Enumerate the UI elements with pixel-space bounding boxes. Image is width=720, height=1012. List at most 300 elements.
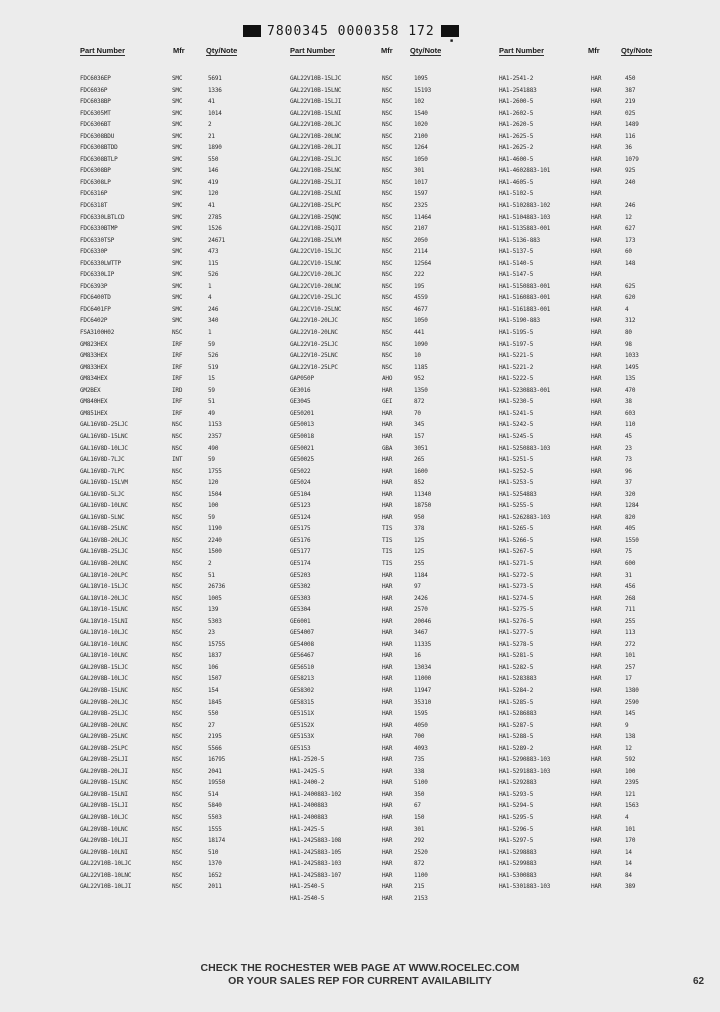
table-row (497, 362, 667, 374)
mfr-cell: INT (172, 456, 183, 464)
part-number-cell: GAL22V10B-15LJC (290, 75, 342, 82)
part-number-cell: GE3016 (290, 386, 311, 394)
table-row (288, 142, 458, 154)
mfr-cell: HAR (591, 432, 602, 440)
mfr-cell: HAR (591, 259, 602, 267)
table-row (497, 408, 667, 420)
qty-cell: 700 (414, 733, 425, 741)
part-number-cell: GE5203 (290, 571, 311, 579)
qty-cell: 97 (414, 583, 421, 591)
part-number-cell: GE5302 (290, 583, 311, 591)
mfr-cell: HAR (591, 640, 602, 648)
part-number-cell: GAL18V10-15LJC (80, 583, 128, 591)
mfr-cell: HAR (591, 294, 602, 302)
mfr-cell: HAR (591, 629, 602, 637)
table-row (497, 73, 667, 85)
qty-cell: 1020 (414, 121, 428, 129)
qty-cell: 1014 (208, 109, 222, 117)
table-row (78, 593, 248, 605)
qty-cell: 1190 (208, 525, 222, 533)
mfr-cell: HAR (382, 663, 393, 671)
qty-cell: 59 (208, 513, 215, 521)
table-row (78, 500, 248, 512)
qty-cell: 5691 (208, 75, 222, 82)
part-number-cell: GAL16V8B-25LJC (80, 548, 128, 556)
qty-cell: 2153 (414, 894, 428, 902)
table-row (497, 650, 667, 662)
part-number-cell: GAL18V10-10LNC (80, 640, 128, 648)
part-number-cell: HA1-4600-5 (499, 155, 534, 163)
table-row (78, 131, 248, 143)
part-number-cell: HA1-5245-5 (499, 432, 534, 440)
qty-cell: 5100 (414, 779, 428, 787)
part-number-cell: HA1-2541-2 (499, 75, 534, 82)
mfr-cell: HAR (591, 421, 602, 429)
table-row (497, 800, 667, 812)
qty-cell: 15755 (208, 640, 226, 648)
qty-cell: 1284 (625, 502, 639, 510)
mfr-cell: HAR (591, 363, 602, 371)
qty-cell: 1595 (414, 710, 428, 718)
mfr-cell: HAR (591, 860, 602, 868)
table-row (497, 281, 667, 293)
qty-cell: 419 (208, 178, 219, 186)
mfr-cell: NSC (382, 98, 393, 106)
mfr-cell: HAR (591, 559, 602, 567)
mfr-cell: HAR (591, 155, 602, 163)
table-row (497, 731, 667, 743)
part-number-cell: HA1-5273-5 (499, 583, 534, 591)
part-number-cell: FDC6401FP (80, 305, 111, 313)
qty-cell: 510 (208, 848, 219, 856)
table-row (78, 477, 248, 489)
part-number-cell: GAL22V10B-10LJC (80, 860, 132, 868)
table-row (78, 212, 248, 224)
mfr-cell: NSC (382, 317, 393, 325)
part-number-cell: GAL20V8B-20LJC (80, 698, 128, 706)
qty-cell: 116 (625, 132, 636, 140)
table-row (288, 708, 458, 720)
qty-cell: 120 (208, 190, 219, 198)
mfr-cell: HAR (591, 525, 602, 533)
part-number-cell: FDC6318T (80, 202, 108, 210)
qty-cell: 627 (625, 225, 636, 233)
part-number-cell: HA1-2540-5 (290, 883, 325, 891)
part-number-cell: GAL16V8B-25LNC (80, 525, 128, 533)
table-row (288, 616, 458, 628)
table-row (497, 881, 667, 893)
qty-cell: 4677 (414, 305, 428, 313)
qty-cell: 11340 (414, 490, 432, 498)
table-row (288, 131, 458, 143)
parts-column-2 (288, 46, 458, 902)
table-row (497, 350, 667, 362)
qty-cell: 1597 (414, 190, 428, 198)
qty-cell: 170 (625, 837, 636, 845)
mfr-cell: HAR (382, 675, 393, 683)
qty-cell: 345 (414, 421, 425, 429)
part-number-cell: GM833HEX (80, 352, 108, 360)
qty-cell: 025 (625, 109, 636, 117)
table-row (78, 85, 248, 97)
mfr-cell: HAR (382, 629, 393, 637)
table-row (288, 604, 458, 616)
table-row (497, 673, 667, 685)
table-row (497, 454, 667, 466)
qty-cell: 389 (625, 883, 636, 891)
table-row (497, 373, 667, 385)
mfr-cell: HAR (591, 571, 602, 579)
table-row (78, 743, 248, 755)
mfr-cell: HAR (591, 779, 602, 787)
part-number-cell: HA1-2602-5 (499, 109, 534, 117)
table-row (288, 466, 458, 478)
mfr-cell: SMC (172, 305, 183, 313)
mfr-cell: NSC (382, 190, 393, 198)
qty-cell: 1017 (414, 178, 428, 186)
table-row (78, 489, 248, 501)
table-row (497, 523, 667, 535)
qty-cell: 222 (414, 271, 425, 279)
part-number-cell: FDC6038BP (80, 98, 111, 106)
table-row (497, 662, 667, 674)
part-number-cell: HA1-5197-5 (499, 340, 534, 348)
part-number-cell: GAL20V8B-20LJI (80, 767, 128, 775)
part-number-cell: GE56510 (290, 663, 314, 671)
qty-cell: 12 (625, 213, 632, 221)
mfr-cell: HAR (382, 490, 393, 498)
mfr-cell: HAR (591, 767, 602, 775)
part-number-cell: HA1-2625-2 (499, 144, 534, 152)
part-number-cell: GAP050P (290, 375, 314, 383)
qty-cell: 125 (414, 548, 425, 556)
part-number-cell: HA1-5298883 (499, 848, 537, 856)
qty-cell: 139 (208, 606, 219, 614)
part-number-cell: HA1-4602883-101 (499, 167, 551, 175)
part-number-cell: GE50013 (290, 421, 314, 429)
qty-cell: 1 (208, 329, 212, 337)
mfr-cell: TIS (382, 559, 393, 567)
qty-cell: 950 (414, 513, 425, 521)
table-row (78, 673, 248, 685)
part-number-cell: HA1-5222-5 (499, 375, 534, 383)
qty-cell: 1033 (625, 352, 639, 360)
mfr-cell: SMC (172, 248, 183, 256)
qty-cell: 473 (208, 248, 219, 256)
part-number-cell: GAL18V10-20LPC (80, 571, 128, 579)
table-row (497, 131, 667, 143)
part-number-cell: HA1-2520-5 (290, 756, 325, 764)
part-number-cell: HA1-5289-2 (499, 744, 534, 752)
table-row (288, 766, 458, 778)
part-number-cell: GAL16V8D-15LNC (80, 432, 128, 440)
part-number-cell: HA1-5251-5 (499, 456, 534, 464)
part-number-cell: HA1-5242-5 (499, 421, 534, 429)
qty-cell: 1755 (208, 467, 222, 475)
part-number-cell: FDC6308BTDD (80, 144, 118, 152)
table-row (497, 477, 667, 489)
qty-cell: 2590 (625, 698, 639, 706)
qty-cell: 470 (625, 386, 636, 394)
qty-cell: 150 (414, 814, 425, 821)
footer-line-1: CHECK THE ROCHESTER WEB PAGE AT WWW.ROCELEC.COM (200, 962, 520, 974)
mfr-cell: NSC (382, 248, 393, 256)
part-number-cell: GE5022 (290, 467, 311, 475)
mfr-cell: HAR (591, 213, 602, 221)
part-number-cell: GE3045 (290, 398, 311, 406)
mfr-cell: HAR (382, 617, 393, 625)
part-number-cell: GE58315 (290, 698, 314, 706)
part-number-cell: HA1-2600-5 (499, 98, 534, 106)
mfr-cell: HAR (591, 479, 602, 487)
table-row (78, 419, 248, 431)
mfr-cell: NSC (172, 675, 183, 683)
table-row (497, 616, 667, 628)
mfr-cell: IRF (172, 375, 183, 383)
mfr-cell: HAR (591, 352, 602, 360)
part-number-cell: GAL16V8D-10LNC (80, 502, 128, 510)
mfr-cell: NSC (382, 121, 393, 129)
part-number-cell: GAL16V8D-10LJC (80, 444, 128, 452)
qty-cell: 21 (208, 132, 215, 140)
part-number-cell: GE5124 (290, 513, 311, 521)
part-number-cell: GAL20V8B-10LJI (80, 837, 128, 845)
part-number-cell: GAL22V10B-25LJC (290, 155, 342, 163)
table-row (78, 443, 248, 455)
mfr-cell: HAR (591, 710, 602, 718)
part-number-cell: GAL16V8D-15LVM (80, 479, 128, 487)
table-row (78, 142, 248, 154)
mfr-cell: HAR (382, 710, 393, 718)
part-number-cell: GE5175 (290, 525, 311, 533)
mfr-cell: HAR (382, 686, 393, 694)
table-row (78, 777, 248, 789)
table-row (288, 743, 458, 755)
mfr-cell: HAR (591, 202, 602, 210)
qty-cell: 378 (414, 525, 425, 533)
qty-cell: 14 (625, 848, 632, 856)
qty-cell: 625 (625, 282, 636, 290)
table-row (288, 662, 458, 674)
qty-cell: 603 (625, 409, 636, 417)
part-number-cell: HA1-2425883-103 (290, 860, 342, 868)
table-row (288, 258, 458, 270)
part-number-cell: GAL20V8B-15LNI (80, 790, 128, 798)
table-row (78, 708, 248, 720)
mfr-cell: NSC (382, 282, 393, 290)
table-row (497, 593, 667, 605)
part-number-cell: HA1-5147-5 (499, 271, 534, 279)
qty-cell: 350 (414, 790, 425, 798)
mfr-cell: HAR (382, 479, 393, 487)
qty-cell: 514 (208, 790, 219, 798)
mfr-cell: NSC (172, 767, 183, 775)
part-number-cell: HA1-2625-5 (499, 132, 534, 140)
mfr-cell: HAR (382, 721, 393, 729)
part-number-cell: GAL18V10-15LNI (80, 617, 128, 625)
mfr-cell: HAR (382, 883, 393, 891)
qty-cell: 2426 (414, 594, 428, 602)
mfr-cell: AHO (382, 375, 393, 383)
mfr-cell: HAR (591, 652, 602, 660)
part-number-cell: FDC6308BDU (80, 132, 115, 140)
table-row (78, 639, 248, 651)
table-row (497, 258, 667, 270)
mfr-cell: GEI (382, 398, 393, 406)
part-number-cell: GAL18V10-10LJC (80, 629, 128, 637)
qty-cell: 246 (208, 305, 219, 313)
mfr-cell: HAR (382, 767, 393, 775)
table-row (497, 119, 667, 131)
mfr-cell: NSC (172, 606, 183, 614)
table-row (497, 685, 667, 697)
part-number-cell: GAL16V8D-5LNC (80, 513, 125, 521)
header-part-number: Part Number (80, 46, 126, 55)
qty-cell: 14 (625, 860, 632, 868)
table-row (497, 188, 667, 200)
part-number-cell: FDC6316P (80, 190, 108, 198)
part-number-cell: GAL22CV10-15LJC (290, 248, 342, 256)
part-number-cell: HA1-5250883-103 (499, 444, 551, 452)
part-number-cell: GAL22V10B-20LJC (290, 121, 342, 129)
parts-rows (497, 73, 667, 893)
table-row (288, 858, 458, 870)
qty-cell: 2325 (414, 202, 428, 210)
table-row (78, 177, 248, 189)
footer-line-2: OR YOUR SALES REP FOR CURRENT AVAILABILITY (228, 975, 492, 987)
table-row (497, 789, 667, 801)
table-row (497, 154, 667, 166)
table-row (78, 154, 248, 166)
mfr-cell: NSC (172, 536, 183, 544)
qty-cell: 215 (414, 883, 425, 891)
qty-cell: 1350 (414, 386, 428, 394)
table-row (497, 304, 667, 316)
table-row (497, 708, 667, 720)
part-number-cell: HA1-5291883-103 (499, 767, 551, 775)
mfr-cell: HAR (591, 733, 602, 741)
table-row (288, 558, 458, 570)
mfr-cell: HAR (382, 756, 393, 764)
part-number-cell: HA1-5267-5 (499, 548, 534, 556)
qty-cell: 100 (208, 502, 219, 510)
qty-cell: 1095 (414, 75, 428, 82)
part-number-cell: HA1-5283883 (499, 675, 537, 683)
mfr-cell: HAR (382, 432, 393, 440)
mfr-cell: NSC (172, 571, 183, 579)
mfr-cell: HAR (591, 536, 602, 544)
qty-cell: 1890 (208, 144, 222, 152)
qty-cell: 12 (625, 744, 632, 752)
qty-cell: 255 (625, 617, 636, 625)
table-row (497, 639, 667, 651)
table-row (497, 108, 667, 120)
mfr-cell: NSC (382, 271, 393, 279)
qty-cell: 1555 (208, 825, 222, 833)
mfr-cell: SMC (172, 271, 183, 279)
part-number-cell: GE5303 (290, 594, 311, 602)
mfr-cell: IRF (172, 398, 183, 406)
table-row (497, 604, 667, 616)
qty-cell: 1 (208, 282, 212, 290)
qty-cell: 157 (414, 432, 425, 440)
table-row (78, 697, 248, 709)
mfr-cell: SMC (172, 75, 183, 82)
part-number-cell: HA1-5255-5 (499, 502, 534, 510)
part-number-cell: HA1-5221-5 (499, 352, 534, 360)
qty-cell: 1185 (414, 363, 428, 371)
qty-cell: 36 (625, 144, 632, 152)
qty-cell: 268 (625, 594, 636, 602)
table-row (78, 650, 248, 662)
part-number-cell: GAL22V10-25LNC (290, 352, 338, 360)
table-row (497, 870, 667, 882)
qty-cell: 17 (625, 675, 632, 683)
qty-cell: 101 (625, 652, 636, 660)
mfr-cell: NSC (382, 155, 393, 163)
part-number-cell: GAL20V8B-25LJI (80, 756, 128, 764)
part-number-cell: HA1-5230883-001 (499, 386, 551, 394)
mfr-cell: HAR (382, 409, 393, 417)
part-number-cell: GE54008 (290, 640, 314, 648)
table-row (497, 246, 667, 258)
mfr-cell: HAR (382, 571, 393, 579)
part-number-cell: GAL22V10B-20LJI (290, 144, 342, 152)
qty-cell: 872 (414, 398, 425, 406)
mfr-cell: NSC (172, 686, 183, 694)
table-row (497, 512, 667, 524)
table-row (78, 362, 248, 374)
part-number-cell: HA1-5290883-103 (499, 756, 551, 764)
mfr-cell: HAR (591, 490, 602, 498)
mfr-cell: NSC (172, 860, 183, 868)
qty-cell: 711 (625, 606, 636, 614)
part-number-cell: GE5177 (290, 548, 311, 556)
table-row (78, 847, 248, 859)
mfr-cell: HAR (382, 513, 393, 521)
mfr-cell: NSC (382, 144, 393, 152)
table-row (288, 327, 458, 339)
qty-cell: 1380 (625, 686, 639, 694)
qty-cell: 195 (414, 282, 425, 290)
qty-cell: 620 (625, 294, 636, 302)
qty-cell: 11947 (414, 686, 432, 694)
mfr-cell: NSC (172, 502, 183, 510)
mfr-cell: NSC (172, 329, 183, 337)
qty-cell: 120 (208, 479, 219, 487)
qty-cell: 1837 (208, 652, 222, 660)
mfr-cell: HAR (591, 86, 602, 94)
part-number-cell: GE5024 (290, 479, 311, 487)
part-number-cell: HA1-5295-5 (499, 814, 534, 821)
mfr-cell: IRF (172, 340, 183, 348)
qty-cell: 16 (414, 652, 421, 660)
table-row (497, 835, 667, 847)
part-number-cell: GAL22CV10-25LNC (290, 305, 342, 313)
table-row (497, 847, 667, 859)
part-number-cell: HA1-5135883-001 (499, 225, 551, 233)
part-number-cell: GE50021 (290, 444, 314, 452)
header-part-number: Part Number (290, 46, 336, 55)
qty-cell: 405 (625, 525, 636, 533)
table-row (288, 200, 458, 212)
part-number-cell: GE5152X (290, 721, 314, 729)
mfr-cell: HAR (382, 386, 393, 394)
part-number-cell: HA1-5284-2 (499, 686, 534, 694)
mfr-cell: HAR (591, 317, 602, 325)
table-row (288, 315, 458, 327)
table-row (78, 754, 248, 766)
